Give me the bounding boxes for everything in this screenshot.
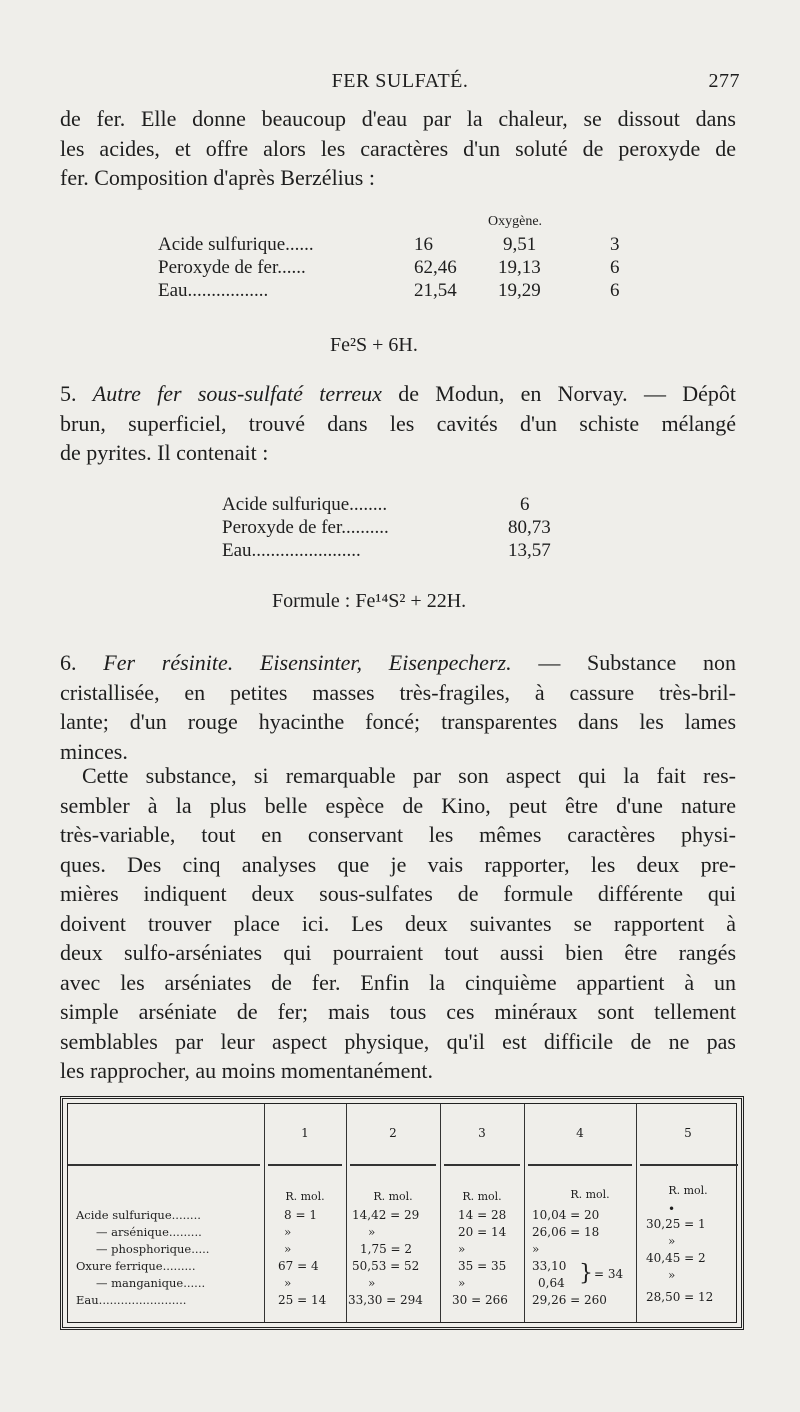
column-subheader: R. mol. [570, 1188, 610, 1201]
ratio-value: 6 [610, 280, 620, 301]
table-cell: 33,30 = 294 [348, 1293, 423, 1307]
table-cell: » [284, 1225, 292, 1239]
text-line: minces. [60, 738, 128, 764]
table-cell: 14,42 = 29 [352, 1208, 420, 1222]
header-divider [68, 1164, 260, 1166]
table-cell: • [668, 1202, 676, 1216]
component-value: 21,54 [414, 280, 457, 301]
text-line: cristallisée, en petites masses très-fragiles, à cassure très-bril- [60, 679, 736, 705]
analysis-table [60, 1096, 744, 1330]
text-line [60, 648, 736, 678]
header-divider [268, 1164, 342, 1166]
component-value: 62,46 [414, 257, 457, 278]
table-cell: » [368, 1225, 376, 1239]
ratio-value: 6 [610, 257, 620, 278]
component-name: Acide sulfurique...... [158, 234, 314, 255]
table-cell: » [532, 1242, 540, 1256]
text-line: deux sulfo-arséniates qui pourraient tout aussi bien être rangés [60, 940, 736, 965]
table-cell: 33,10 [532, 1259, 567, 1273]
table-cell: 20 = 14 [458, 1225, 507, 1239]
text-fragment: — Substance non [511, 650, 737, 675]
component-value: 6 [520, 494, 530, 515]
row-label: — phosphorique..... [96, 1242, 210, 1256]
text-fragment: de Modun, en Norvay. — Dépôt [381, 381, 737, 406]
component-name: Acide sulfurique........ [222, 494, 388, 515]
table-cell: 40,45 = 2 [646, 1251, 706, 1265]
table-cell: 1,75 = 2 [360, 1242, 413, 1256]
header-divider [350, 1164, 436, 1166]
table-cell: 67 = 4 [278, 1259, 319, 1273]
table-cell: 10,04 = 20 [532, 1208, 600, 1222]
oxygen-value: 9,51 [503, 234, 537, 255]
composition-table-modun [222, 494, 702, 574]
text-line: avec les arséniates de fer. Enfin la cinquième appartient à un [60, 969, 736, 995]
column-subheader: R. mol. [285, 1190, 325, 1203]
text-line: très-variable, tout en conservant les mêmes caractères physi- [60, 822, 736, 847]
table-cell: 35 = 35 [458, 1259, 507, 1273]
header-divider [528, 1164, 632, 1166]
brace-glyph: } [579, 1261, 593, 1286]
table-cell: » [458, 1276, 466, 1290]
row-label: Oxure ferrique......... [76, 1259, 196, 1273]
running-header [60, 70, 740, 96]
text-line: simple arséniate de fer; mais tous ces minéraux sont tellement [60, 999, 736, 1024]
formula-modun: Formule : Fe¹⁴S² + 22H. [272, 590, 467, 612]
text-line: semblables par leur aspect physique, qu'il est difficile de ne pas [60, 1028, 736, 1054]
text-line: mières indiquent deux sous-sulfates de formule différente qui [60, 881, 736, 906]
table-cell: 25 = 14 [278, 1293, 327, 1307]
column-subheader: R. mol. [668, 1184, 708, 1197]
paragraph-section-6 [60, 648, 736, 766]
text-line: brun, superficiel, trouvé dans les cavités d'un schiste mélangé [60, 410, 736, 436]
column-subheader: R. mol. [373, 1190, 413, 1203]
table-cell: 29,26 = 260 [532, 1293, 607, 1307]
column-number: 2 [389, 1126, 397, 1140]
component-value: 16 [414, 234, 433, 255]
table-cell: = 34 [594, 1267, 624, 1281]
component-name: Peroxyde de fer...... [158, 257, 306, 278]
oxygen-column-header: Oxygène. [488, 214, 543, 229]
oxygen-value: 19,29 [498, 280, 541, 301]
text-line: les acides, et offre alors les caractères d'un soluté de peroxyde de [60, 135, 736, 161]
table-cell: 26,06 = 18 [532, 1225, 600, 1239]
table-cell: 28,50 = 12 [646, 1290, 714, 1304]
paragraph-section-5 [60, 379, 736, 468]
table-cell: » [368, 1276, 376, 1290]
table-cell: » [284, 1242, 292, 1256]
text-line: sembler à la plus belle espèce de Kino, peut être d'une nature [60, 792, 736, 818]
ratio-value: 3 [610, 234, 620, 255]
page-header-title: FER SULFATÉ. [331, 70, 469, 92]
component-value: 80,73 [508, 517, 551, 538]
text-line [60, 379, 736, 409]
table-cell: 8 = 1 [284, 1208, 317, 1222]
table-cell: 50,53 = 52 [352, 1259, 420, 1273]
paragraph-intro [60, 104, 736, 193]
analysis-table-frame [67, 1103, 737, 1323]
text-line: ques. Des cinq analyses que je vais rapporter, les deux pre- [60, 851, 736, 877]
formula-berzelius: Fe²S + 6H. [330, 334, 418, 356]
table-cell: » [668, 1268, 676, 1282]
table-cell: » [284, 1276, 292, 1290]
section-number: 6. [60, 650, 104, 675]
mineral-name: Autre fer sous-sulfaté terreux [92, 381, 382, 406]
text-line: Cette substance, si remarquable par son aspect qui la fait res- [82, 763, 736, 788]
table-cell: 14 = 28 [458, 1208, 507, 1222]
text-line: doivent trouver place ici. Les deux suivantes se rapportent à [60, 910, 736, 936]
component-value: 13,57 [508, 540, 551, 561]
page-number: 277 [708, 70, 740, 92]
table-cell: 30,25 = 1 [646, 1217, 706, 1231]
oxygen-value: 19,13 [498, 257, 541, 278]
text-line: fer. Composition d'après Berzélius : [60, 165, 375, 190]
column-number: 4 [576, 1126, 584, 1140]
column-subheader: R. mol. [462, 1190, 502, 1203]
table-cell: 30 = 266 [452, 1293, 508, 1307]
component-name: Eau................. [158, 280, 269, 301]
text-line: de pyrites. Il contenait : [60, 440, 269, 465]
mineral-name: Fer résinite. Eisensinter, Eisenpecherz. [103, 650, 512, 675]
row-label: Acide sulfurique........ [76, 1208, 201, 1222]
component-name: Peroxyde de fer.......... [222, 517, 389, 538]
text-line: lante; d'un rouge hyacinthe foncé; transparentes dans les lames [60, 709, 736, 734]
table-cell: » [458, 1242, 466, 1256]
table-cell: » [668, 1234, 676, 1248]
row-label: — manganique...... [96, 1276, 206, 1290]
table-cell: 0,64 [538, 1276, 565, 1290]
component-name: Eau....................... [222, 540, 361, 561]
section-number: 5. [60, 381, 93, 406]
column-number: 5 [684, 1126, 692, 1140]
row-label: — arsénique......... [96, 1225, 202, 1239]
header-divider [444, 1164, 520, 1166]
paragraph-analyses [60, 761, 736, 1086]
text-line: les rapprocher, au moins momentanément. [60, 1058, 434, 1083]
row-label: Eau........................ [76, 1293, 187, 1307]
header-divider [640, 1164, 738, 1166]
column-number: 3 [478, 1126, 486, 1140]
text-line: de fer. Elle donne beaucoup d'eau par la chaleur, se dissout dans [60, 106, 736, 131]
column-number: 1 [301, 1126, 309, 1140]
